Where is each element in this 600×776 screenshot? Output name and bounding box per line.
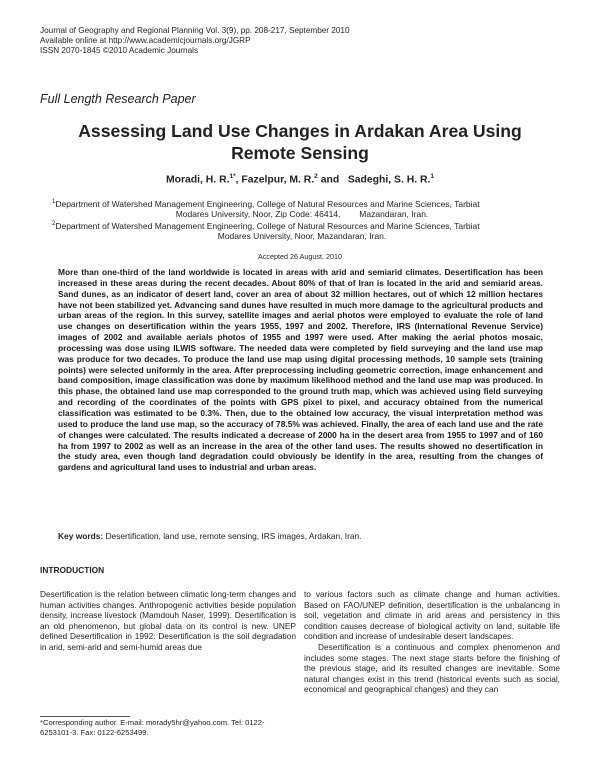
author-3: Sadeghi, S. H. R. (347, 174, 431, 186)
author-3-affiliation: 1 (430, 173, 435, 180)
abstract: More than one-third of the land worldwide is located in areas with arid and semiarid climates. Desertification has been increased in these areas during the recent decades. About 80% of that of Iran is located in the arid and semiarid areas. Sand dunes, as an indicator of desert land, cover an area of about 32 million hectares, out of which 12 million hectares have not been stabilized yet. Advancing sand dunes have resulted in much more damage to the agricultural products and urban areas of the region. In this survey, satellite images and aerial photos were employed to evaluate the role of land use changes on desertification within the years 1955, 1997 and 2002. Therefore, IRS (International Revenue Service) images of 2002 and available aerials photos of 1955 and 1997 were used. After making the aerial photos mosaic, processing was dose using ILWIS software. The needed data were completed by field surveying and the land use map was produce for two decades. To produce the land use map using digital processing methods, 10 sample sets (training points) were selected uniformly in the area. After preprocessing including geometric correction, image enhancement and band composition, image classification was done by maximum likelihood method and the land use map was produced. In this phase, the obtained land use map corresponded to the ground truth map, which was achieved using field surveying and recording of the coordinates of the points with GPS pixel to pixel, and accuracy obtained from the numerical classification was estimated to be 0.3%. Then, due to the obtained low accuracy, the visual interpretation method was used to produce the land use map, so the accuracy of 78.5% was achieved. Finally, the area of each land use and the rate of changes were calculated. The results indicated a decrease of 2000 ha in the desert area from 1955 to 1997 and of 160 ha from 1997 to 2002 as well as an increase in the area of the other land uses. The results showed no desertification in the study area, even though land degradation could obviously be identify in the area, resulting from the changes of gardens and agricultural land uses to industrial and urban areas. (58, 267, 543, 473)
keywords (58, 531, 543, 541)
author-1-affiliation: 1 (229, 173, 234, 180)
journal-issn: ISSN 2070-1845 ©2010 Academic Journals (40, 46, 199, 56)
journal-header (40, 26, 350, 57)
intro-paragraph-1: Desertification is the relation between climatic long-term changes and human activities changes. Anthropogenic activities beside population density, increase livestock (Mamdouh Naser, 1999). Desertification is an old phenomenon, but global data on its control is new. UNEP defined Desertification in 1992: Desertification is the soil degradation in arid, semi-arid and semi-humid areas due (40, 589, 296, 652)
body-column-left (40, 589, 296, 653)
author-list: Moradi, H. R.$^{1*}$, Fazelpur, M. R.$^2$ and Sadeghi, S. H. R.$^1$ (165, 173, 435, 186)
section-heading-introduction: INTRODUCTION (40, 565, 105, 575)
keywords-label: Key words: (58, 531, 104, 541)
accepted-date: Accepted 26 August, 2010 (258, 252, 342, 261)
intro-paragraph-1-continued: to various factors such as climate change and human activities. Based on FAO/UNEP definition, desertification is the unbalancing in soil, vegetation and climate in arid areas and persistency in this condition causes decrease of biological activity on land, suitable life condition and increase of undesirable desert landscapes. (304, 589, 560, 642)
affiliation-2-number: 2 (52, 221, 56, 227)
footnote-divider (40, 716, 130, 717)
keywords-text: Desertification, land use, remote sensing, IRS images, Ardakan, Iran. (105, 531, 362, 541)
paper-title (40, 120, 560, 164)
journal-citation: Journal of Geography and Regional Planning Vol. 3(9), pp. 208-217, September 2010 (40, 26, 350, 35)
author-1: Moradi, H. R. (165, 174, 230, 186)
intro-paragraph-2: Desertification is a continuous and complex phenomenon and includes some stages. The next stage starts before the finishing of the previous stage, and its resulted changes are inevitable. Some natural changes exist in this trend (historical events such as social, economical and geographical changes) and they can (304, 641, 560, 695)
author-conjunction: and (320, 174, 340, 186)
affiliation-2-line-1: Department of Watershed Management Engineering, College of Natural Resources and Marine Sciences, Tarbiat (55, 220, 480, 231)
paper-type: Full Length Research Paper (40, 92, 196, 106)
affiliation-2 (52, 219, 552, 242)
affiliation-1 (52, 197, 552, 220)
corresponding-mark: * (233, 173, 236, 180)
corresponding-author-footnote: *Corresponding author. E-mail: morady5hr@yahoo.com. Tel: 0122-6253101-3. Fax: 0122-6253499. (40, 718, 265, 737)
body-column-right (304, 589, 560, 695)
journal-online-url: Available online at http://www.academicjournals.org/JGRP (40, 36, 251, 46)
affiliation-2-line-2: Modares University, Noor, Mazandaran, Iran. (217, 231, 387, 242)
author-2: Fazelpur, M. R. (241, 174, 315, 186)
author-2-affiliation: 2 (314, 173, 318, 180)
affiliation-1-line-1: Department of Watershed Management Engineering, College of Natural Resources and Marine Sciences, Tarbiat (55, 198, 480, 209)
paper-title-line-1: Assessing Land Use Changes in Ardakan Area Using (78, 121, 522, 141)
affiliation-1-number: 1 (52, 199, 56, 205)
affiliation-1-line-2: Modares University, Noor, Zip Code: 46414, Mazandaran, Iran. (175, 209, 429, 220)
paper-title-line-2: Remote Sensing (231, 143, 369, 163)
